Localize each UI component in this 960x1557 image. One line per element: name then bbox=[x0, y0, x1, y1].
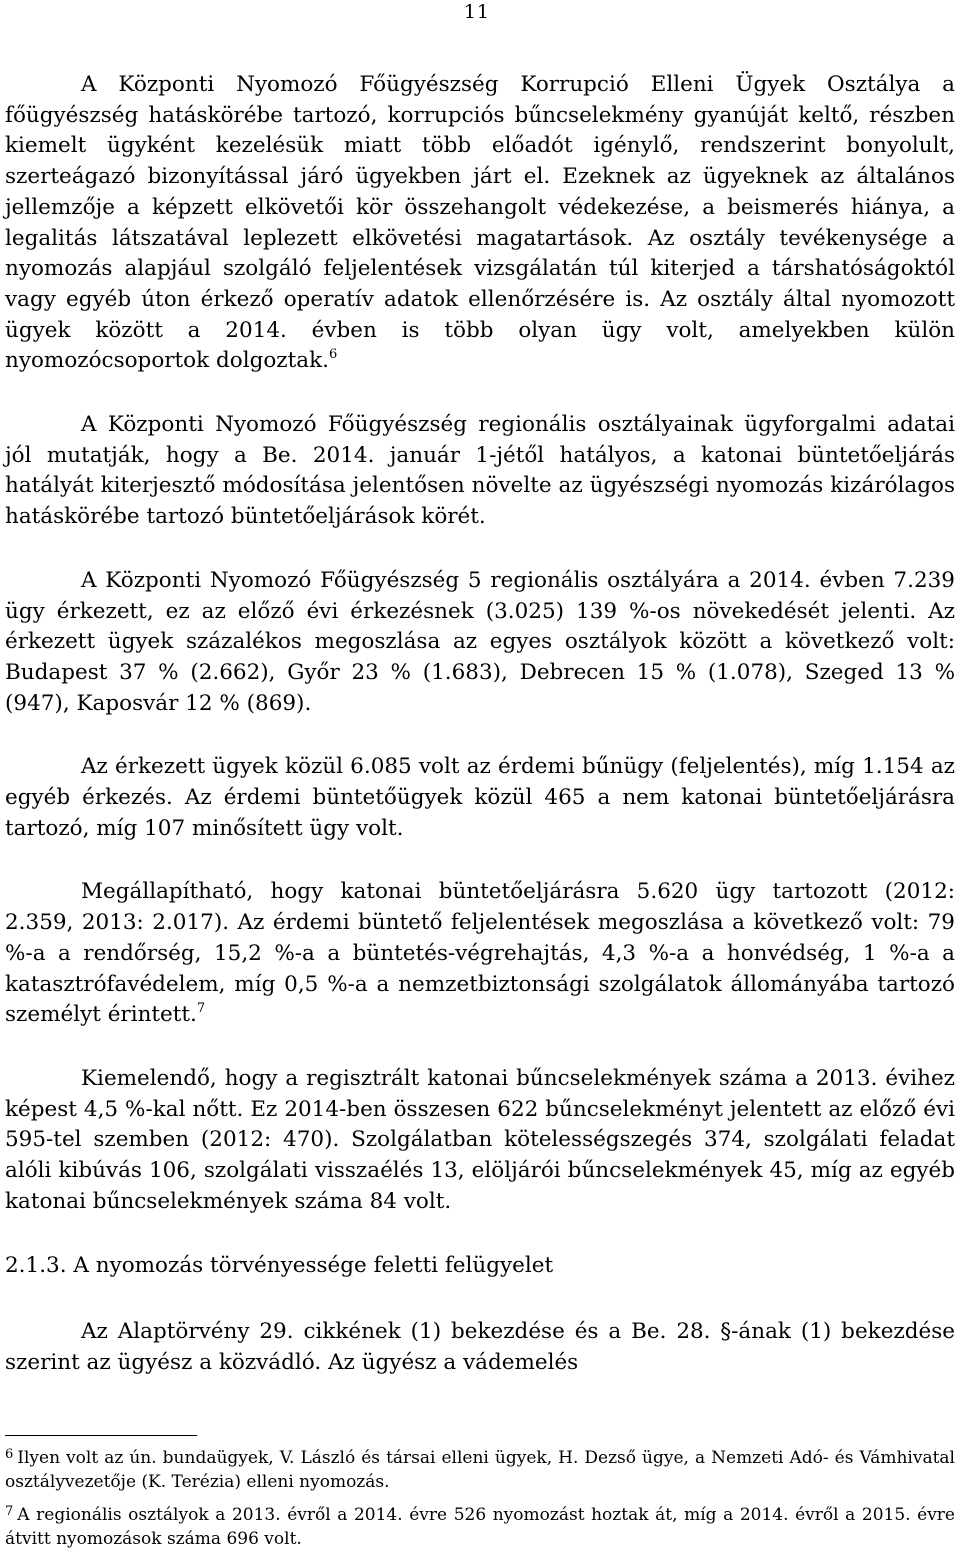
paragraph-4 bbox=[5, 752, 955, 844]
paragraph-1 bbox=[5, 70, 955, 377]
paragraph-5 bbox=[5, 877, 955, 1031]
section-heading: 2.1.3. A nyomozás törvényessége feletti felügyelet bbox=[5, 1252, 554, 1278]
paragraph-6 bbox=[5, 1064, 955, 1218]
paragraph-2 bbox=[5, 410, 955, 533]
footnote-7 bbox=[5, 1500, 955, 1551]
footnote-text: A regionális osztályok a 2013. évről a 2014. évre 526 nyomozást hoztak át, míg a 2014. évről a 2015. évre átvitt nyomozások száma 696 volt. bbox=[5, 1505, 955, 1549]
paragraph-7 bbox=[5, 1317, 955, 1378]
document-body bbox=[5, 70, 955, 1412]
footnote-mark: 7 bbox=[5, 1504, 14, 1519]
page-number: 11 bbox=[463, 1, 490, 23]
footnote-6 bbox=[5, 1443, 955, 1494]
footnotes bbox=[5, 1443, 955, 1557]
paragraph-text: Megállapítható, hogy katonai büntetőeljárásra 5.620 ügy tartozott (2012: 2.359, 2013: 2.017). Az érdemi büntető feljelentések megoszlása a következő volt: 79 %-a a rendőrség, 15,2 %-a a büntetés-végrehajtás, 4,3 %-a a honvédség, 1 %-a a katasztrófavédelem, míg 0,5 %-a a nemzetbiztonsági szolgálatok állományába tartozó személyt érintett. bbox=[5, 879, 955, 1028]
paragraph-text: Az érkezett ügyek közül 6.085 volt az érdemi bűnügy (feljelentés), míg 1.154 az egyéb érkezés. Az érdemi büntetőügyek közül 465 a nem katonai büntetőeljárásra tartozó, míg 107 minősített ügy volt. bbox=[5, 754, 955, 841]
paragraph-text: A Központi Nyomozó Főügyészség Korrupció Elleni Ügyek Osztálya a főügyészség hatáskörébe tartozó, korrupciós bűncselekmény gyanúját keltő, részben kiemelt ügyként kezelésük miatt több előadót igénylő, rendszerint bonyolult, szerteágazó bizonyítással járó ügyekben járt el. Ezeknek az ügyeknek az általános jellemzője a képzett elkövetői kör összehangolt védekezése, a beismerés hiánya, a legalitás látszatával leplezett elkövetési magatartások. Az osztály tevékenysége a nyomozás alapjául szolgáló feljelentések vizsgálatán túl kiterjed a társhatóságoktól vagy egyéb úton érkező operatív adatok ellenőrzésére is. Az osztály által nyomozott ügyek között a 2014. évben is több olyan ügy volt, amelyekben külön nyomozócsoportok dolgoztak. bbox=[5, 72, 955, 374]
paragraph-text: Az Alaptörvény 29. cikkének (1) bekezdése és a Be. 28. §-ának (1) bekezdése szerint az ügyész a közvádló. Az ügyész a vádemelés bbox=[5, 1319, 955, 1375]
footnote-separator bbox=[5, 1435, 197, 1436]
paragraph-3 bbox=[5, 566, 955, 720]
footnote-reference-6[interactable]: 6 bbox=[328, 347, 338, 363]
footnote-mark: 6 bbox=[5, 1447, 14, 1462]
footnote-reference-7[interactable]: 7 bbox=[196, 1001, 206, 1017]
paragraph-text: Kiemelendő, hogy a regisztrált katonai bűncselekmények száma a 2013. évihez képest 4,5 %-kal nőtt. Ez 2014-ben összesen 622 bűncselekményt jelentett az előző évi 595-tel szemben (2012: 470). Szolgálatban kötelességszegés 374, szolgálati feladat alóli kibúvás 106, szolgálati visszaélés 13, elöljárói bűncselekmények 45, míg az egyéb katonai bűncselekmények száma 84 volt. bbox=[5, 1065, 955, 1214]
footnote-text: Ilyen volt az ún. bundaügyek, V. László és társai elleni ügyek, H. Dezső ügye, a Nemzeti Adó- és Vámhivatal osztályvezetője (K. Terézia) elleni nyomozás. bbox=[5, 1448, 955, 1492]
paragraph-text: A Központi Nyomozó Főügyészség regionális osztályainak ügyforgalmi adatai jól mutatják, hogy a Be. 2014. január 1-jétől hatályos, a katonai büntetőeljárás hatályát kiterjesztő módosítása jelentősen növelte az ügyészségi nyomozás kizárólagos hatáskörébe tartozó büntetőeljárások körét. bbox=[5, 412, 955, 530]
paragraph-text: A Központi Nyomozó Főügyészség 5 regionális osztályára a 2014. évben 7.239 ügy érkezett, ez az előző évi érkezésnek (3.025) 139 %-os növekedését jelenti. Az érkezett ügyek százalékos megoszlása az egyes osztályok között a következő volt: Budapest 37 % (2.662), Győr 23 % (1.683), Debrecen 15 % (1.078), Szeged 13 % (947), Kaposvár 12 % (869). bbox=[5, 567, 955, 716]
